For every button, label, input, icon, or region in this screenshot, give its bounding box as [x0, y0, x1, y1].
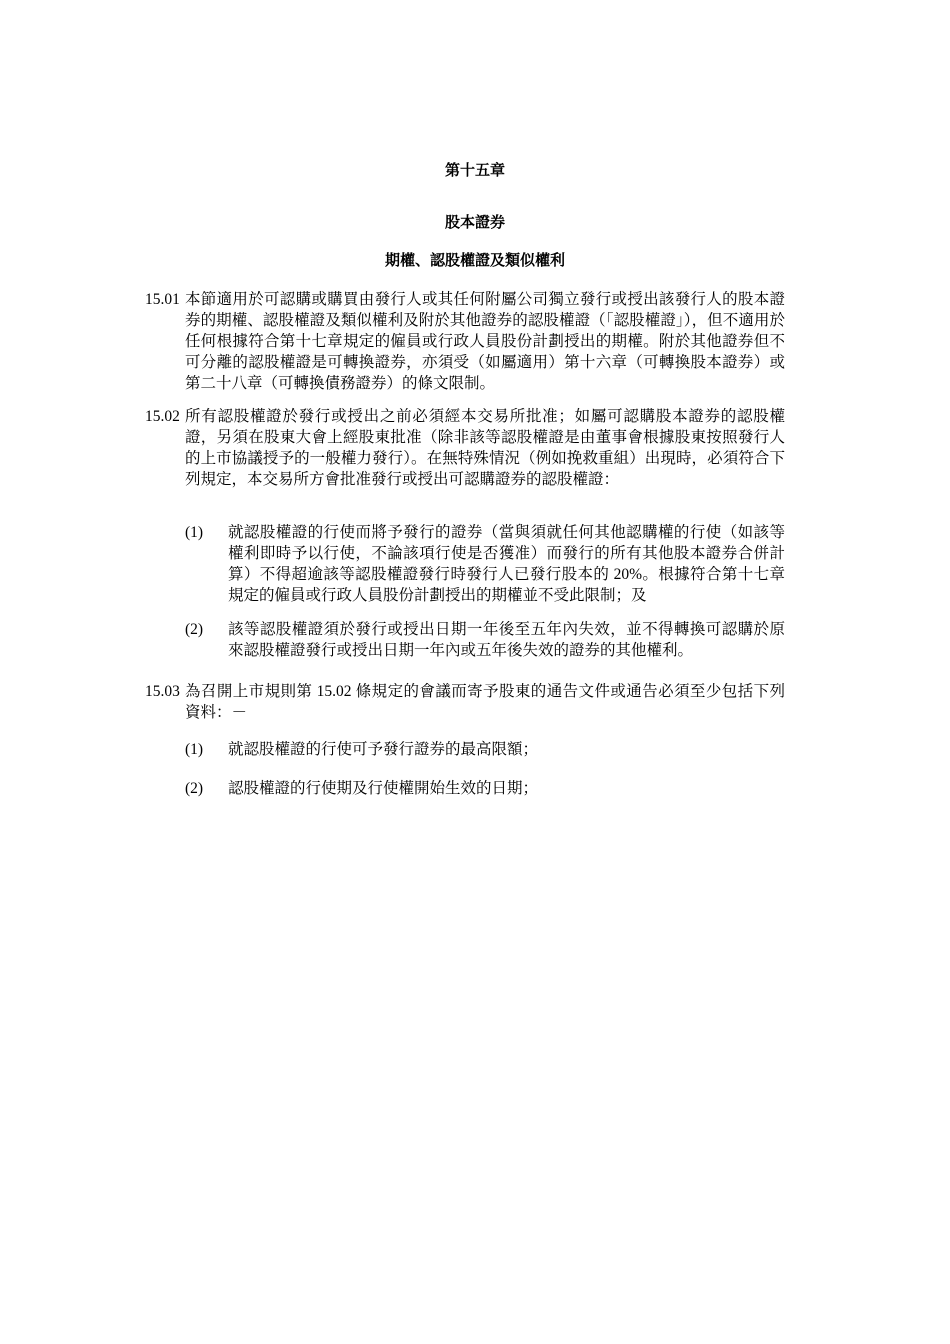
clause-15-02-item-2: [185, 619, 785, 661]
item-text: 就認股權證的行使而將予發行的證券（當與須就任何其他認購權的行使（如該等權利即時予以行使，不論該項行使是否獲准）而發行的所有其他股本證券合併計算）不得超逾該等認股權證發行時發行人已發行股本的 20%。根據符合第十七章規定的僱員或行政人員股份計劃授出的期權並不受此限制；及: [228, 524, 785, 604]
clause-text: 本節適用於可認購或購買由發行人或其任何附屬公司獨立發行或授出該發行人的股本證券的期權、認股權證及類似權利及附於其他證券的認股權證（「認股權證」），但不適用於任何根據符合第十七章規定的僱員或行政人員股份計劃授出的期權。附於其他證券但不可分離的認股權證是可轉換證券，亦須受（如屬適用）第十六章（可轉換股本證券）或第二十八章（可轉換債務證券）的條文限制。: [185, 291, 785, 392]
item-label: (2): [185, 621, 204, 638]
clause-text: 所有認股權證於發行或授出之前必須經本交易所批准；如屬可認購股本證券的認股權證，另須在股東大會上經股東批准（除非該等認股權證是由董事會根據股東按照發行人的上市協議授予的一般權力發行）。在無特殊情況（例如挽救重組）出現時，必須符合下列規定，本交易所方會批准發行或授出可認購證券的認股權證：: [185, 408, 785, 488]
clause-15-03-item-2: [185, 778, 785, 799]
clause-15-03-item-1: [185, 739, 785, 760]
item-text: 就認股權證的行使可予發行證券的最高限額；: [228, 741, 539, 758]
section-title: 期權、認股權證及類似權利: [384, 251, 565, 269]
item-text: 該等認股權證須於發行或授出日期一年後至五年內失效，並不得轉換可認購於原來認股權證發行或授出日期一年內或五年後失效的證券的其他權利。: [228, 621, 785, 659]
item-text: 認股權證的行使期及行使權開始生效的日期；: [228, 780, 539, 797]
clause-15-01: [145, 289, 785, 394]
clause-number: 15.01: [145, 291, 180, 308]
chapter-heading: 第十五章: [444, 161, 505, 179]
clause-number: 15.03: [145, 683, 180, 700]
clause-15-02: [145, 406, 785, 490]
item-label: (1): [185, 524, 204, 541]
clause-text: 為召開上市規則第 15.02 條規定的會議而寄予股東的通告文件或通告必須至少包括下列資料：－: [185, 683, 785, 721]
clause-15-02-item-1: [185, 522, 785, 606]
clause-number: 15.02: [145, 408, 180, 425]
item-label: (2): [185, 780, 204, 797]
item-label: (1): [185, 741, 204, 758]
part-heading: 股本證券: [444, 213, 505, 231]
clause-15-03: [145, 681, 785, 723]
